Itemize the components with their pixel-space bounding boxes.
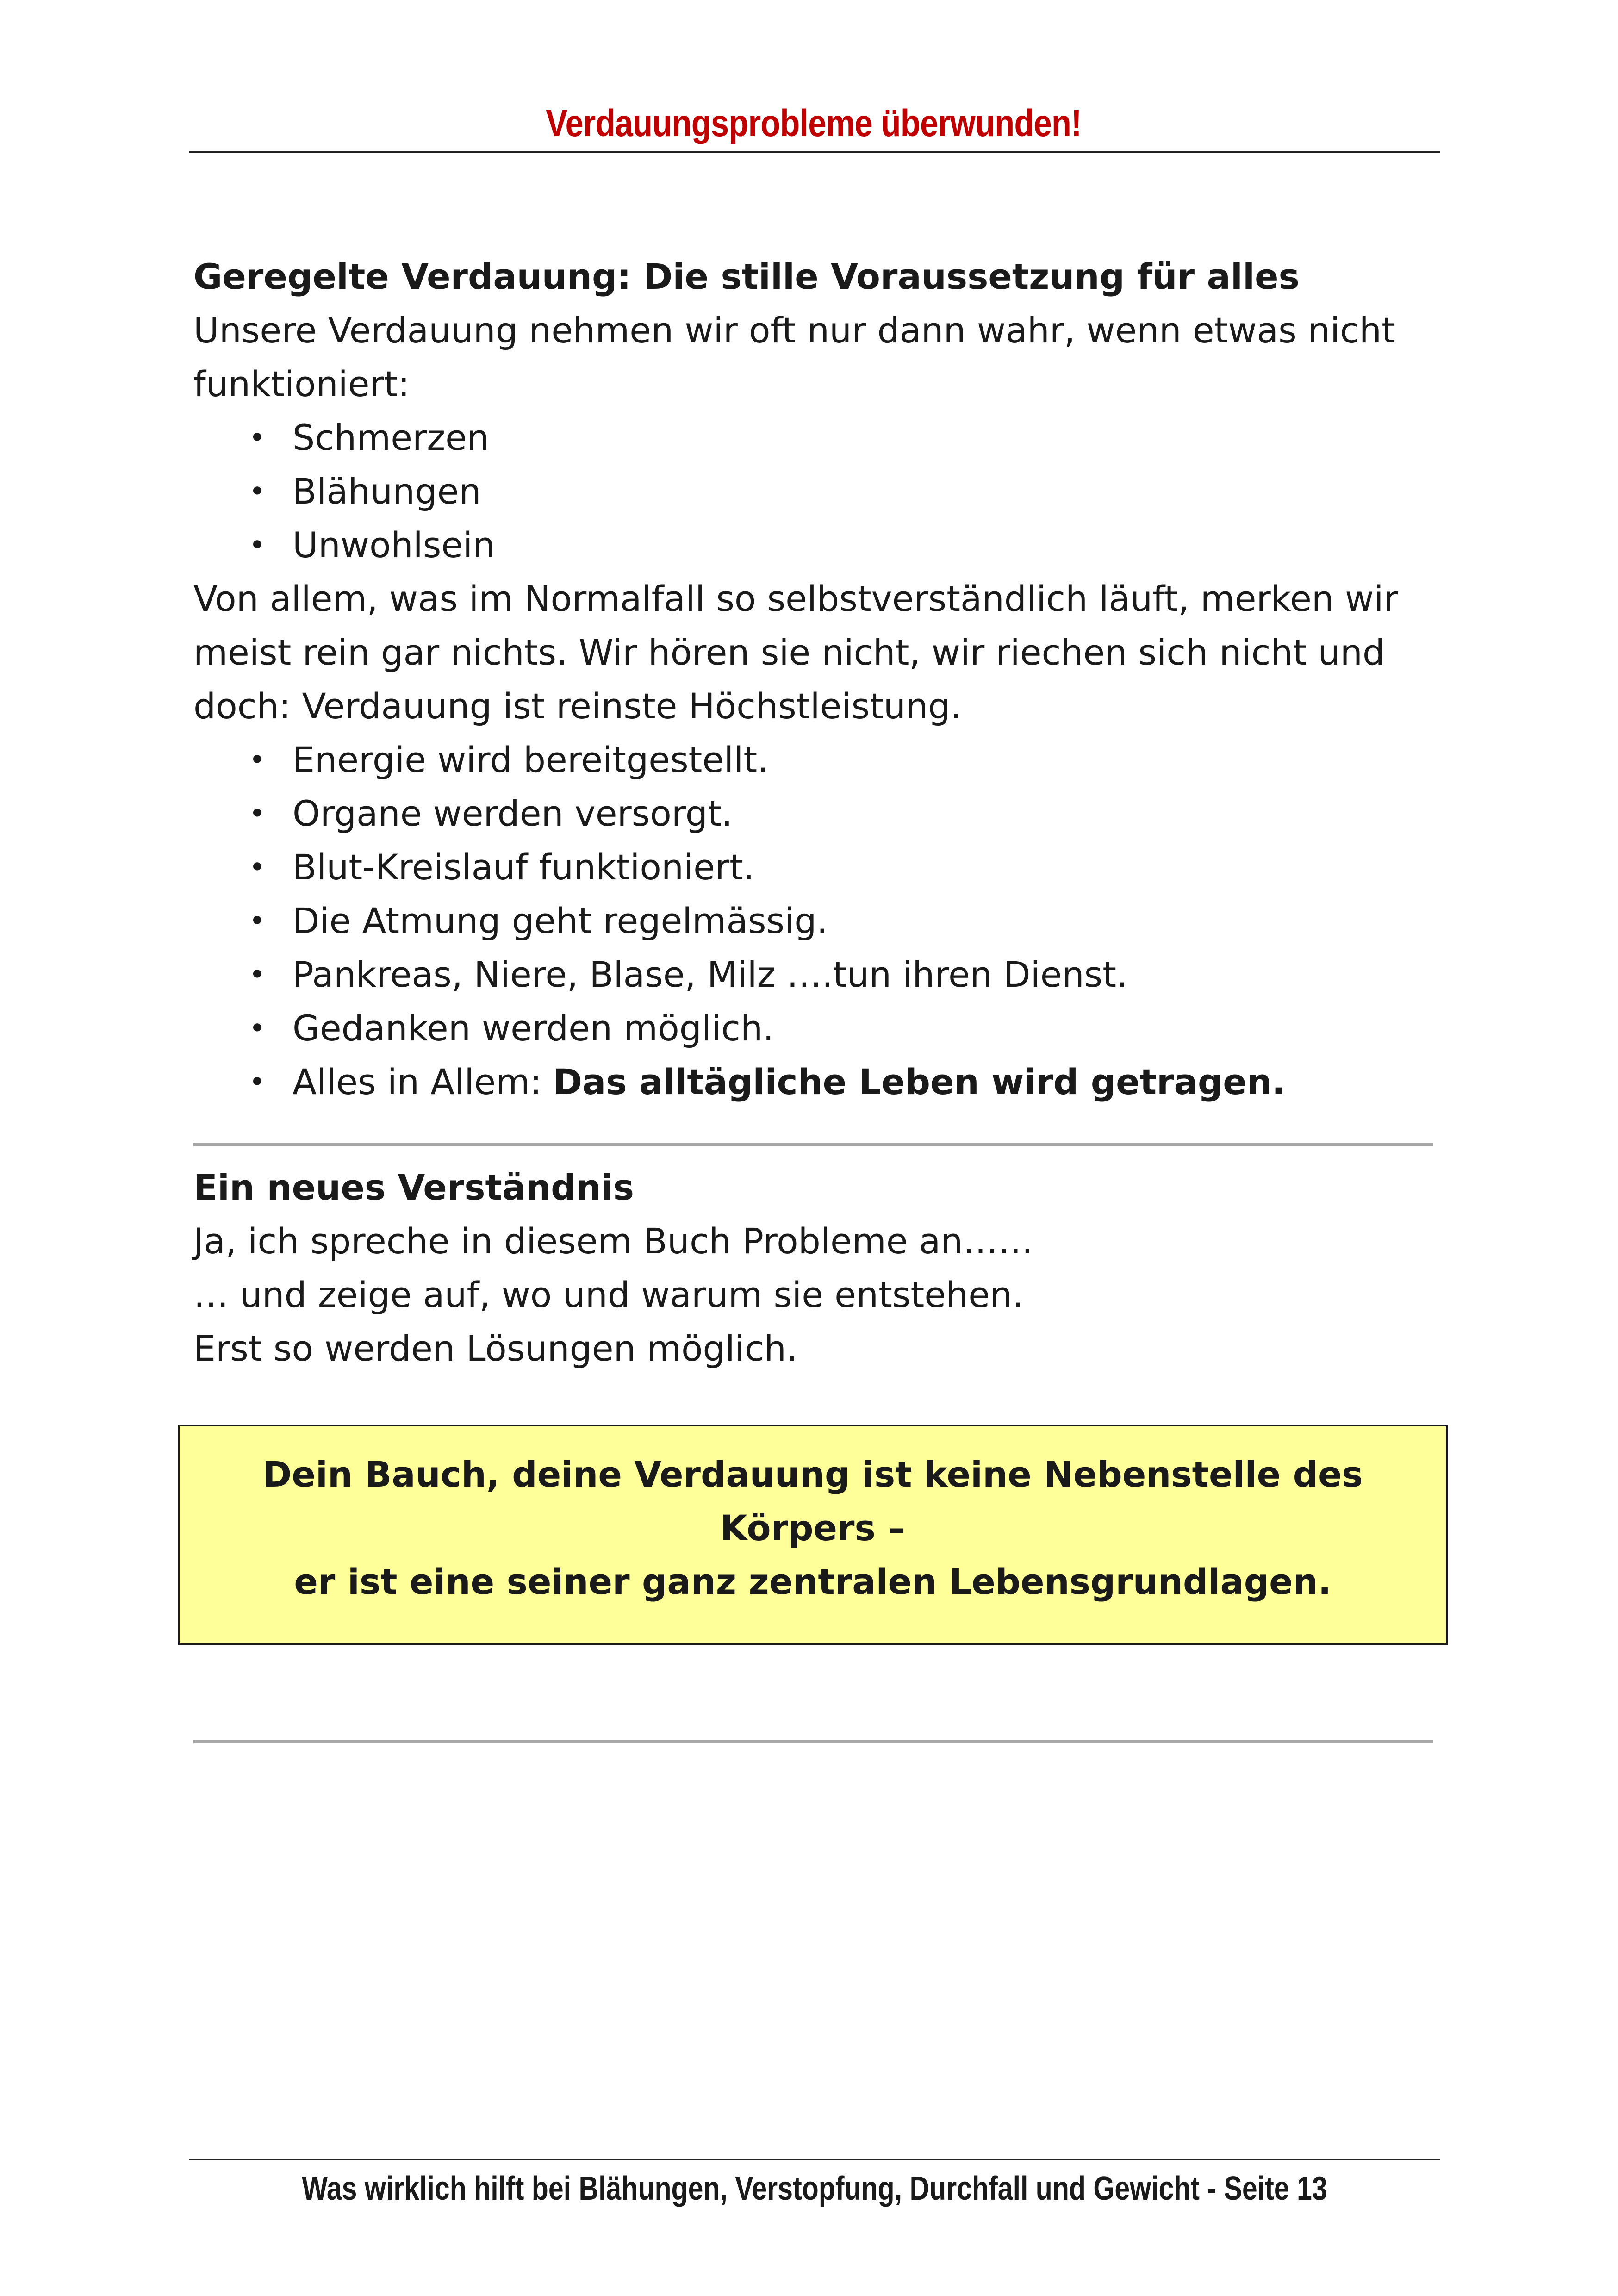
list-item-prefix: Alles in Allem: (292, 1061, 553, 1102)
section-digestion (193, 250, 1443, 1109)
list-item (193, 840, 1443, 894)
bullet-icon: • (249, 905, 266, 937)
list-item (193, 1002, 1443, 1055)
list-item-text: Blut-Kreislauf funktioniert. (292, 846, 755, 888)
intro-paragraph: Unsere Verdauung nehmen wir oft nur dann wahr, wenn etwas nicht funktioniert: (193, 310, 1395, 404)
bullet-icon: • (249, 851, 266, 884)
text-line: … und zeige auf, wo und warum sie entstehen. (193, 1274, 1024, 1315)
callout-line: Dein Bauch, deine Verdauung ist keine Nebenstelle des Körpers – (262, 1453, 1363, 1549)
list-item (193, 1055, 1443, 1109)
text-line: Ja, ich spreche in diesem Buch Probleme an…… (193, 1220, 1033, 1262)
bullet-icon: • (249, 475, 266, 508)
text-line: Erst so werden Lösungen möglich. (193, 1328, 798, 1369)
list-item (193, 787, 1443, 840)
section-understanding (193, 1161, 1443, 1375)
bullet-icon: • (249, 744, 266, 776)
section-title-digestion: Geregelte Verdauung: Die stille Voraussetzung für alles (193, 256, 1300, 297)
list-item-text: Organe werden versorgt. (292, 793, 733, 834)
callout-box (178, 1425, 1448, 1645)
list-item-emphasis: Das alltägliche Leben wird getragen. (553, 1061, 1285, 1102)
list-item-text: Die Atmung geht regelmässig. (292, 900, 828, 941)
bullet-icon: • (249, 958, 266, 991)
page-header-title: Verdauungsprobleme überwunden! (546, 102, 1082, 144)
list-item-text: Energie wird bereitgestellt. (292, 739, 769, 780)
list-item (193, 894, 1443, 948)
list-item-text: Blähungen (292, 471, 481, 512)
list-item (193, 411, 1443, 465)
list-item-text: Unwohlsein (292, 524, 495, 566)
section-title-understanding: Ein neues Verständnis (193, 1167, 634, 1208)
bullet-icon: • (249, 1066, 266, 1098)
achievement-list (193, 733, 1443, 1109)
list-item-text: Schmerzen (292, 417, 490, 458)
list-item (193, 948, 1443, 1002)
bullet-icon: • (249, 797, 266, 830)
callout-line: er ist eine seiner ganz zentralen Lebensgrundlagen. (294, 1561, 1332, 1602)
list-item (193, 733, 1443, 787)
header-divider (189, 151, 1440, 153)
list-item (193, 465, 1443, 518)
page-footer: Was wirklich hilft bei Blähungen, Verstopfung, Durchfall und Gewicht - Seite 13 (302, 2170, 1327, 2207)
bullet-icon: • (249, 1012, 266, 1045)
footer-divider (189, 2159, 1440, 2160)
list-item-text: Gedanken werden möglich. (292, 1008, 774, 1049)
list-item-text: Pankreas, Niere, Blase, Milz ….tun ihren Dienst. (292, 954, 1128, 995)
section-divider (193, 1740, 1433, 1743)
section-divider (193, 1143, 1433, 1146)
symptom-list (193, 411, 1443, 572)
list-item (193, 518, 1443, 572)
bullet-icon: • (249, 422, 266, 454)
body-paragraph: Von allem, was im Normalfall so selbstverständlich läuft, merken wir meist rein gar nichts. Wir hören sie nicht, wir riechen sich nicht und doch: Verdauung ist reinste Höchstleistung. (193, 578, 1398, 727)
bullet-icon: • (249, 529, 266, 561)
